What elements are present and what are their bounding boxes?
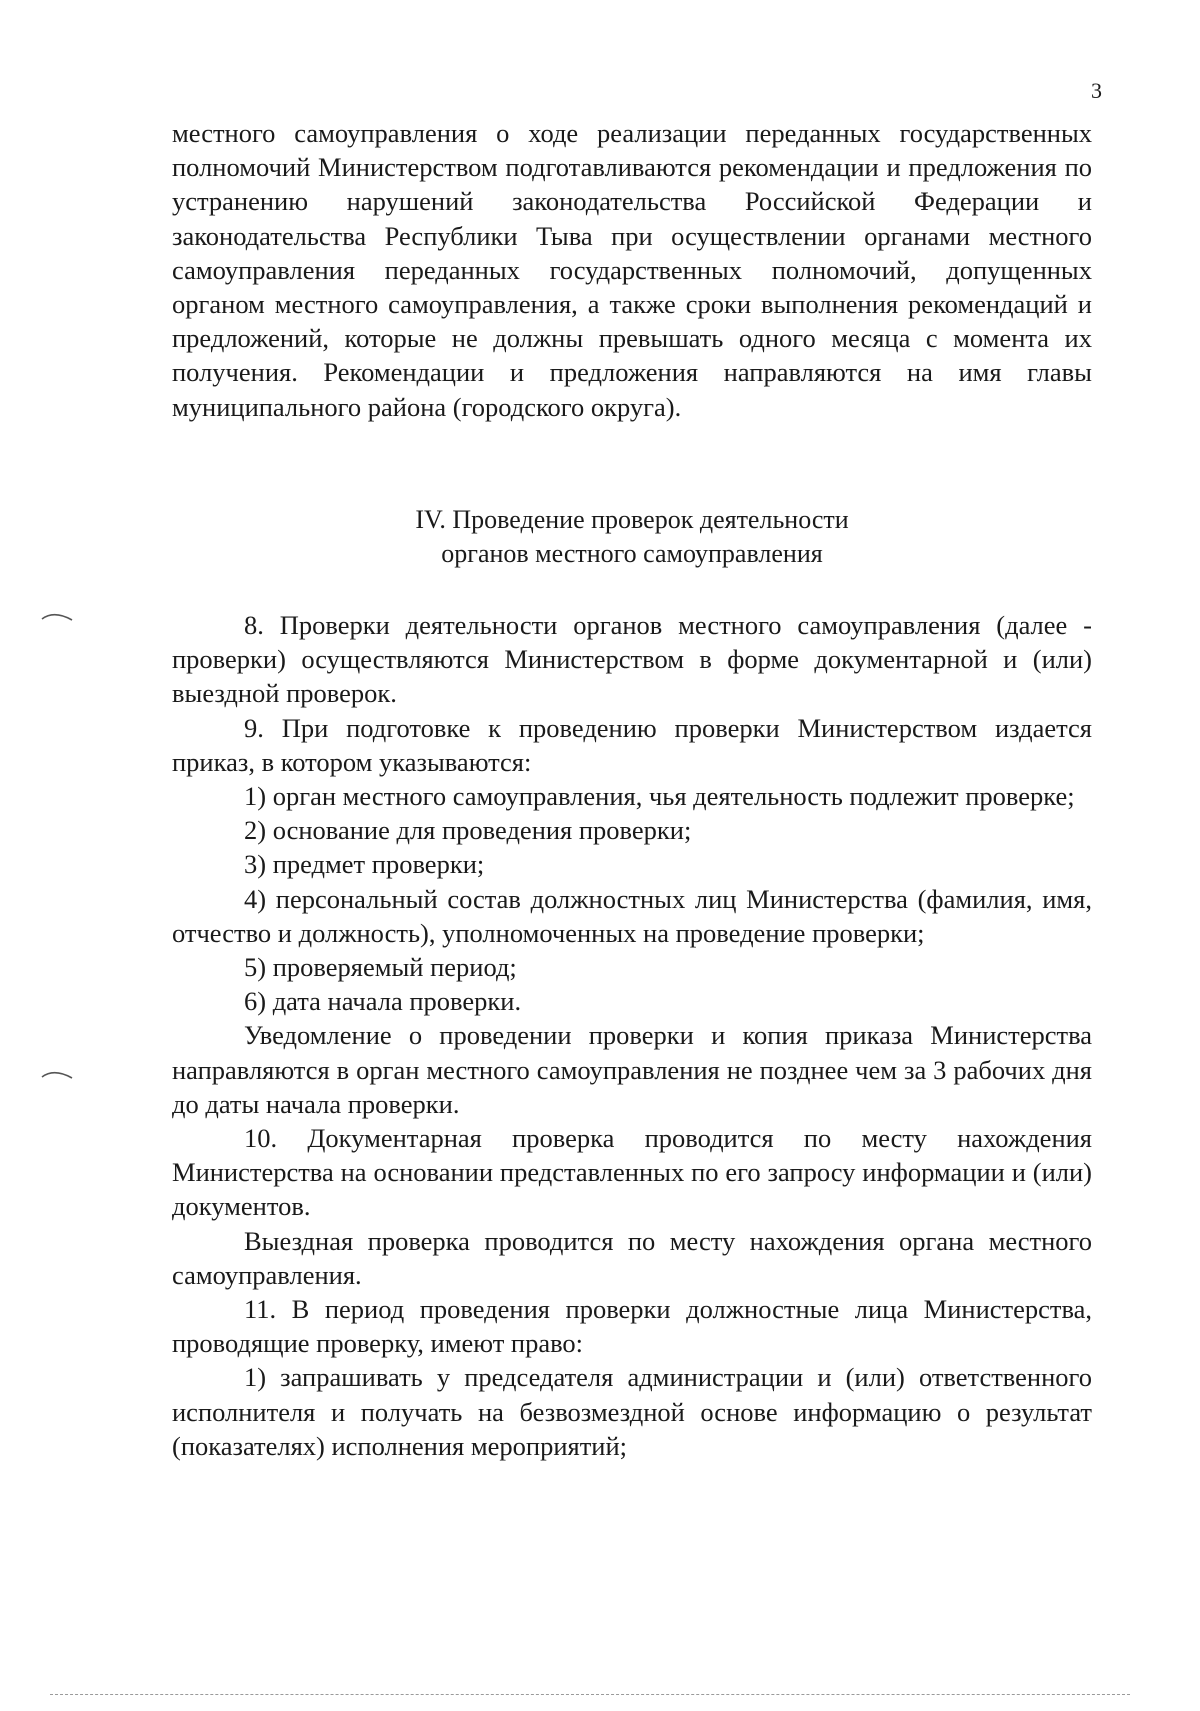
onsite-check-paragraph: Выездная проверка проводится по месту нахождения органа местного самоуправления.	[172, 1225, 1092, 1290]
list-item: 4) персональный состав должностных лиц Министерства (фамилия, имя, отчество и должность), уполномоченных на проведение проверки;	[172, 883, 1092, 948]
paragraph-9: 9. При подготовке к проведению проверки Министерством издается приказ, в котором указываются:	[172, 712, 1092, 777]
intro-text	[172, 116, 1092, 424]
section-title-line-2: органов местного самоуправления	[441, 539, 823, 568]
section-body	[172, 608, 1092, 1463]
list-item: 6) дата начала проверки.	[244, 986, 522, 1017]
list-item: 1) орган местного самоуправления, чья деятельность подлежит проверке;	[244, 781, 1075, 812]
scan-bottom-edge	[50, 1694, 1130, 1695]
punch-hole-mark	[40, 1068, 74, 1080]
paragraph-10: 10. Документарная проверка проводится по месту нахождения Министерства на основании представленных по его запросу информации и (или) документов.	[172, 1123, 1092, 1222]
paragraph-11: 11. В период проведения проверки должностные лица Министерства, проводящие проверку, имеют право:	[172, 1294, 1092, 1359]
notification-paragraph: Уведомление о проведении проверки и копия приказа Министерства направляются в орган местного самоуправления не позднее чем за 3 рабочих дня до даты начала проверки.	[172, 1020, 1092, 1119]
list-item: 2) основание для проведения проверки;	[244, 815, 692, 846]
punch-hole-mark	[40, 610, 74, 622]
list-item: 1) запрашивать у председателя администрации и (или) ответственного исполнителя и получать на безвозмездной основе информацию о результат (показателях) исполнения мероприятий;	[172, 1362, 1092, 1461]
paragraph-8: 8. Проверки деятельности органов местного самоуправления (далее - проверки) осуществляются Министерством в форме документарной и (или) выездной проверок.	[172, 610, 1092, 709]
section-heading	[172, 503, 1092, 571]
intro-paragraph: местного самоуправления о ходе реализации переданных государственных полномочий Министерством подготавливаются рекомендации и предложения по устранению нарушений законодательства Российской Федерации и законодательства Республики Тыва при осуществлении органами местного самоуправления переданных государственных полномочий, допущенных органом местного самоуправления, а также сроки выполнения рекомендаций и предложений, которые не должны превышать одного месяца с момента их получения. Рекомендации и предложения направляются на имя главы муниципального района (городского округа).	[172, 118, 1092, 422]
page-number: 3	[1091, 78, 1102, 103]
list-item: 5) проверяемый период;	[244, 952, 517, 983]
list-item: 3) предмет проверки;	[244, 849, 485, 880]
section-title-line-1: IV. Проведение проверок деятельности	[415, 505, 849, 534]
